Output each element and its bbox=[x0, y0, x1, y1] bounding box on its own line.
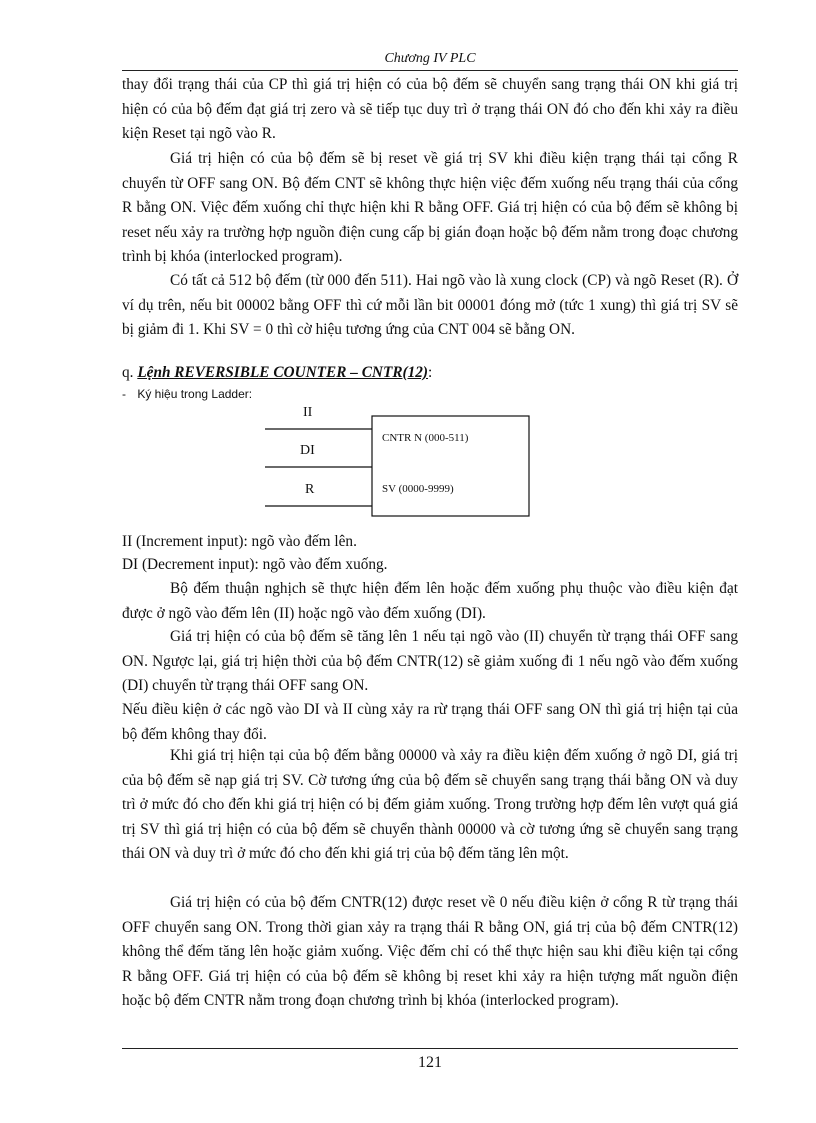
section-heading bbox=[122, 362, 738, 384]
section-title: Lệnh REVERSIBLE COUNTER – CNTR(12) bbox=[137, 364, 429, 381]
paragraph-6: Bộ đếm thuận nghịch sẽ thực hiện đếm lên hoặc đếm xuống phụ thuộc vào điều kiện đạt được ở ngõ vào đếm lên (II) hoặc ngõ vào đếm xuống (DI). bbox=[122, 580, 738, 622]
header-title: Chương IV PLC bbox=[384, 51, 476, 66]
ladder-input-r: R bbox=[305, 482, 315, 497]
header-divider bbox=[122, 70, 738, 71]
cntr-block bbox=[372, 416, 529, 516]
ladder-caption bbox=[122, 386, 738, 402]
page-number: 121 bbox=[418, 1054, 442, 1071]
paragraph-10: Giá trị hiện có của bộ đếm CNTR(12) được reset về 0 nếu điều kiện ở cổng R từ trạng thái OFF chuyển sang ON. Trong thời gian xảy ra trạng thái R bằng ON, giá trị của bộ đếm CNTR(12) không thể đếm tăng lên hoặc giảm xuống. Việc đếm chỉ có thể thực hiện sau khi điều kiện tại cổng R bằng OFF. Giá trị hiện có của bộ đếm sẽ không bị reset khi xảy ra hiện tượng mất nguồn điện hoặc bộ đếm CNTR nằm trong đoạn chương trình bị khóa (interlocked program). bbox=[122, 894, 738, 1010]
ladder-caption-text: Ký hiệu trong Ladder: bbox=[137, 387, 253, 401]
paragraph-5: DI (Decrement input): ngõ vào đếm xuống. bbox=[122, 556, 388, 573]
section-prefix: q. bbox=[122, 364, 134, 381]
paragraph-9: Khi giá trị hiện tại của bộ đếm bằng 00000 và xảy ra điều kiện đếm xuống ở ngõ DI, giá trị của bộ đếm sẽ nạp giá trị SV. Cờ tương ứng của bộ đếm sẽ chuyển sang trạng thái bằng ON và duy trì ở mức đó cho đến khi giá trị hiện có bị đếm giảm xuống. Trong trường hợp đếm lên vượt quá giá trị SV thì giá trị hiện có của bộ đếm sẽ chuyển thành 00000 và cờ tương ứng sẽ chuyển sang trạng thái ON và duy trì ở mức đó cho đến khi giá trị của bộ đếm tăng lên một. bbox=[122, 747, 738, 863]
paragraph-1: thay đổi trạng thái của CP thì giá trị hiện có của bộ đếm sẽ chuyển sang trạng thái ON khi giá trị hiện có của bộ đếm đạt giá trị zero và sẽ tiếp tục duy trì ở trạng thái ON đó cho đến khi xảy ra điều kiện Reset tại ngõ vào R. bbox=[122, 76, 738, 143]
ladder-input-di: DI bbox=[300, 443, 315, 458]
section-suffix: : bbox=[428, 364, 433, 381]
footer-divider bbox=[122, 1048, 738, 1049]
bullet-marker: - bbox=[122, 387, 126, 401]
paragraph-3: Có tất cả 512 bộ đếm (từ 000 đến 511). Hai ngõ vào là xung clock (CP) và ngõ Reset (R). Ở ví dụ trên, nếu bit 00002 bằng OFF thì cứ mỗi lần bit 00001 đóng mở (tức 1 xung) thì giá trị SV sẽ bị giảm đi 1. Khi SV = 0 thì cờ hiệu tương ứng của CNT 004 sẽ bằng ON. bbox=[122, 272, 738, 339]
paragraph-7: Giá trị hiện có của bộ đếm sẽ tăng lên 1 nếu tại ngõ vào (II) chuyển từ trạng thái OFF sang ON. Ngược lại, giá trị hiện thời của bộ đếm CNTR(12) sẽ giảm xuống đi 1 nếu ngõ vào đếm xuống (DI) chuyển từ trạng thái OFF sang ON. bbox=[122, 628, 738, 695]
paragraph-2: Giá trị hiện có của bộ đếm sẽ bị reset về giá trị SV khi điều kiện trạng thái tại cổng R chuyển từ OFF sang ON. Bộ đếm CNT sẽ không thực hiện việc đếm xuống nếu trạng thái của cổng R bằng ON. Việc đếm xuống chỉ thực hiện khi R bằng OFF. Giá trị hiện có của bộ đếm sẽ không bị reset nếu xảy ra trường hợp nguồn điện cung cấp bị gián đoạn hoặc bộ đếm nằm trong đoạc chương trình bị khóa (interlocked program). bbox=[122, 150, 738, 266]
paragraph-4: II (Increment input): ngõ vào đếm lên. bbox=[122, 533, 357, 550]
cntr-block-label: CNTR N (000-511) bbox=[382, 432, 469, 444]
ladder-input-ii: II bbox=[303, 405, 313, 420]
cntr-block-sv: SV (0000-9999) bbox=[382, 483, 454, 495]
paragraph-8: Nếu điều kiện ở các ngõ vào DI và II cùng xảy ra rừ trạng thái OFF sang ON thì giá trị hiện tại của bộ đếm không thay đổi. bbox=[122, 701, 738, 743]
